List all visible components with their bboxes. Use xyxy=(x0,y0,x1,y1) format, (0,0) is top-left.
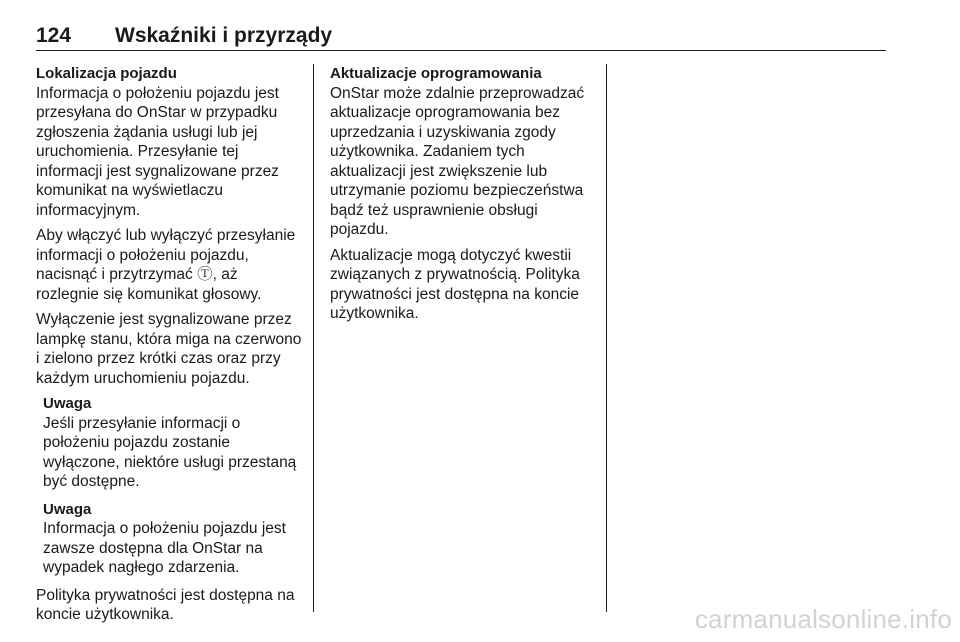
paragraph: Polityka prywatności jest dostępna na koncie użytkownika. xyxy=(36,586,295,623)
note-text: Informacja o położeniu pojazdu jest zawsze dostępna dla OnStar na wypadek nagłego zdarzenia. xyxy=(43,520,286,576)
left-column xyxy=(36,64,302,631)
note-title: Uwaga xyxy=(43,395,92,412)
section-title-software-updates: Aktualizacje oprogramowania xyxy=(330,65,542,82)
paragraph-text: Aby włączyć lub wyłączyć przesyłanie informacji o położeniu pojazdu, nacisnąć i przytrzymać xyxy=(36,227,296,283)
column-divider xyxy=(313,64,314,612)
paragraph-toggle-instructions xyxy=(36,226,302,304)
paragraph: OnStar może zdalnie przeprowadzać aktualizacje oprogramowania bez uprzedzania i uzyskiwania zgody użytkownika. Zadaniem tych aktualizacji jest zwiększenie lub utrzymanie poziomu bezpieczeństwa bądź też usprawnienie obsługi pojazdu. xyxy=(330,84,585,238)
note-block xyxy=(43,394,302,492)
paragraph: Informacja o położeniu pojazdu jest przesyłana do OnStar w przypadku zgłoszenia żądania usługi lub jej uruchomienia. Przesyłanie tej informacji jest sygnalizowane przez komunikat na wyświetlaczu informacyjnym. xyxy=(36,84,279,219)
page-header xyxy=(36,22,886,51)
paragraph: Aktualizacje mogą dotyczyć kwestii związanych z prywatnością. Polityka prywatności jest dostępna na koncie użytkownika. xyxy=(330,246,580,322)
chapter-title: Wskaźniki i przyrządy xyxy=(115,24,333,47)
onstar-button-icon: Ⓣ xyxy=(197,266,213,283)
paragraph-text: , aż rozlegnie się komunikat głosowy. xyxy=(36,266,262,303)
section-title-vehicle-location: Lokalizacja pojazdu xyxy=(36,65,177,82)
watermark-url: carmanualsonline.info xyxy=(694,604,952,634)
column-divider xyxy=(606,64,607,612)
note-title: Uwaga xyxy=(43,500,92,518)
note-block xyxy=(43,500,302,578)
right-column xyxy=(330,64,598,330)
paragraph: Wyłączenie jest sygnalizowane przez lampkę stanu, która miga na czerwono i zielono przez krótki czas oraz przy każdym uruchomieniu pojazdu. xyxy=(36,311,302,387)
note-text: Jeśli przesyłanie informacji o położeniu pojazdu zostanie wyłączone, niektóre usługi przestaną być dostępne. xyxy=(43,414,297,490)
page-number: 124 xyxy=(36,24,72,47)
